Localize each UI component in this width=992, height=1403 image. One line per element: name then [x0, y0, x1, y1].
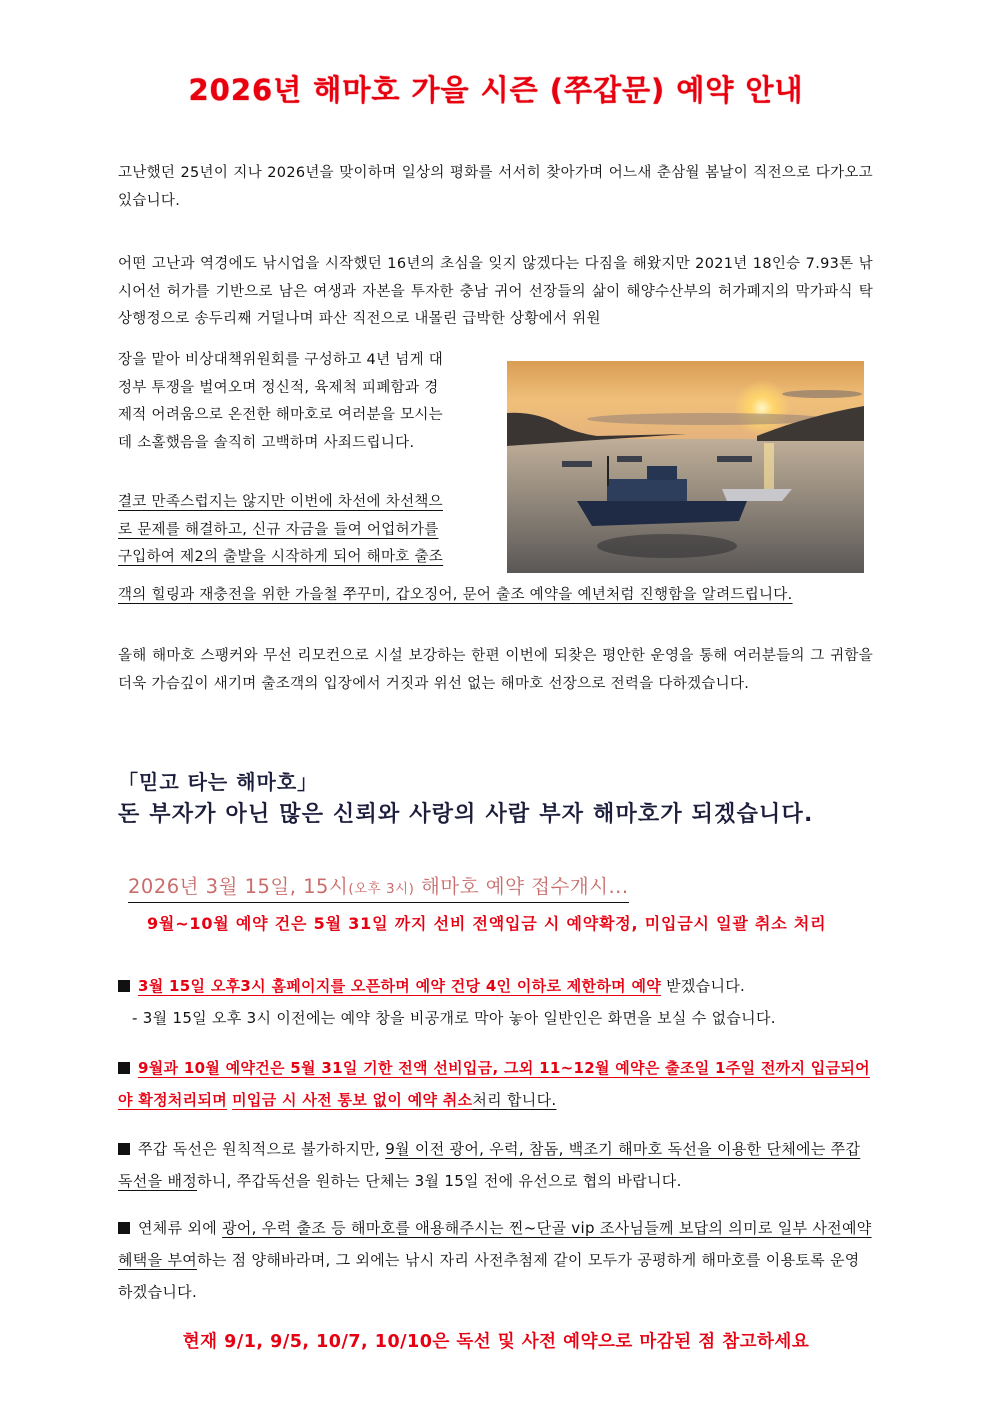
square-bullet-icon	[118, 1222, 130, 1234]
square-bullet-icon	[118, 1062, 130, 1074]
bullet-text: 처리 합니다.	[472, 1091, 557, 1109]
bullet-text: 쭈갑 독선은 원칙적으로 불가하지만,	[138, 1140, 386, 1158]
text-line: 데 소홀했음을 솔직히 고백하며 사죄드립니다.	[118, 434, 415, 451]
text-line: 로 문제를 해결하고, 신규 자금을 들여 어업허가를	[118, 521, 439, 538]
bullet-underlined: 9월 이전 광어, 우럭, 참돔, 백조기 해마호 독선을 이용한 단체에는 쭈갑독선을 배정	[118, 1140, 861, 1190]
bullet-underlined: 광어, 우럭 출조 등 해마호를 애용해주시는 찐~단골 vip 조사님들께 보답의 의미로 일부 사전예약 혜택을 부여	[118, 1219, 872, 1269]
intro-paragraph-2-wrap	[118, 347, 498, 457]
intro-paragraph-1: 고난했던 25년이 지나 2026년을 맞이하며 일상의 평화를 서서히 찾아가며 어느새 춘삼월 봄날이 직전으로 다가오고 있습니다.	[118, 165, 873, 209]
bullet-text: 하니, 쭈갑독선을 원하는 단체는 3월 15일 전에 유선으로 협의 바랍니다.	[197, 1172, 682, 1190]
bullet-text: 받겠습니다.	[661, 977, 746, 995]
text-line: 정부 투쟁을 벌여오며 정신적, 육제척 피폐함과 경	[118, 379, 439, 396]
bullet-text: 하는 점 양해바라며, 그 외에는 낚시 자리 사전추첨제 같이 모두가 공평하게 해마호를 이용토록 운영하겠습니다.	[118, 1251, 860, 1301]
text-line: 구입하여 제2의 출발을 시작하게 되어 해마호 출조	[118, 549, 444, 565]
bullet-homepage-sub: - 3월 15일 오후 3시 이전에는 예약 창을 비공개로 막아 놓아 일반인은 화면을 보실 수 없습니다.	[132, 1009, 776, 1027]
payment-deadline-notice: 9월~10월 예약 건은 5월 31일 까지 선비 전액입금 시 예약확정, 미입금시 일괄 취소 처리	[147, 914, 827, 933]
text-line: 제적 어려움으로 온전한 해마호로 여러분을 모시는	[118, 407, 443, 423]
intro-paragraph-2: 어떤 고난과 역경에도 낚시업을 시작했던 16년의 초심을 잊지 않겠다는 다짐을 해왔지만 2021년 18인승 7.93톤 낚시어선 허가를 기반으로 남은 여생과 자본을 투자한 충남 귀어 선장들의 삶이 해양수산부의 허가폐지의 막가파식 탁상행정으로 송두리째 거덜나며 파산 직전으로 내몰린 급박한 상황에서 위원	[118, 256, 873, 327]
reservation-open-notice	[128, 871, 629, 903]
intro-paragraph-3-last	[118, 582, 873, 610]
bullet-text: 연체류 외에	[138, 1219, 223, 1237]
closed-dates-notice: 현재 9/1, 9/5, 10/7, 10/10은 독선 및 사전 예약으로 마감된 점 참고하세요	[182, 1332, 810, 1352]
open-time-note: (오후 3시)	[348, 881, 415, 897]
open-tail: 해마호 예약 접수개시...	[414, 875, 629, 898]
bullet-highlight: 미입금 시 사전 통보 없이 예약 취소	[232, 1091, 473, 1109]
text-line: 결코 만족스럽지는 않지만 이번에 차선에 차선책으	[118, 494, 443, 510]
bullet-homepage-open	[118, 970, 873, 1002]
harbor-sunset-photo	[507, 361, 864, 573]
open-date: 2026년 3월 15일, 15시	[128, 875, 349, 898]
text-line: 장을 맡아 비상대책위원회를 구성하고 4년 넘게 대	[118, 352, 444, 368]
text-line: 객의 힐링과 재충전을 위한 가을철 쭈꾸미, 갑오징어, 문어 출조 예약을 예년처럼 진행함을 알려드립니다.	[118, 587, 793, 603]
slogan-line-2: 돈 부자가 아닌 많은 신뢰와 사랑의 사람 부자 해마호가 되겠습니다.	[118, 802, 814, 827]
harbor-photo-illustration	[507, 361, 864, 573]
intro-paragraph-3-wrap	[118, 489, 498, 572]
bullet-charter-rule	[118, 1133, 873, 1197]
square-bullet-icon	[118, 980, 130, 992]
bullet-vip-rule	[118, 1212, 873, 1308]
intro-paragraph-4: 올해 해마호 스팽커와 무선 리모컨으로 시설 보강하는 한편 이번에 되찾은 평안한 운영을 통해 여러분들의 그 귀함을 더욱 가슴깊이 새기며 출조객의 입장에서 거짓과 위선 없는 해마호 선장으로 전력을 다하겠습니다.	[118, 648, 873, 692]
slogan-line-1: 「믿고 타는 해마호」	[118, 770, 319, 794]
bullet-payment-rule	[118, 1052, 873, 1116]
bullet-highlight: 9월과 10월 예약건은 5월 31일 기한 전액 선비입금, 그외 11~12월 예약은 출조일 1주일 전까지 입금되어야 확정처리되며	[118, 1059, 870, 1109]
square-bullet-icon	[118, 1143, 130, 1155]
page-title: 2026년 해마호 가을 시즌 (쭈갑문) 예약 안내	[188, 73, 804, 107]
bullet-highlight: 3월 15일 오후3시 홈페이지를 오픈하며 예약 건당 4인 이하로 제한하며 예약	[138, 977, 662, 995]
